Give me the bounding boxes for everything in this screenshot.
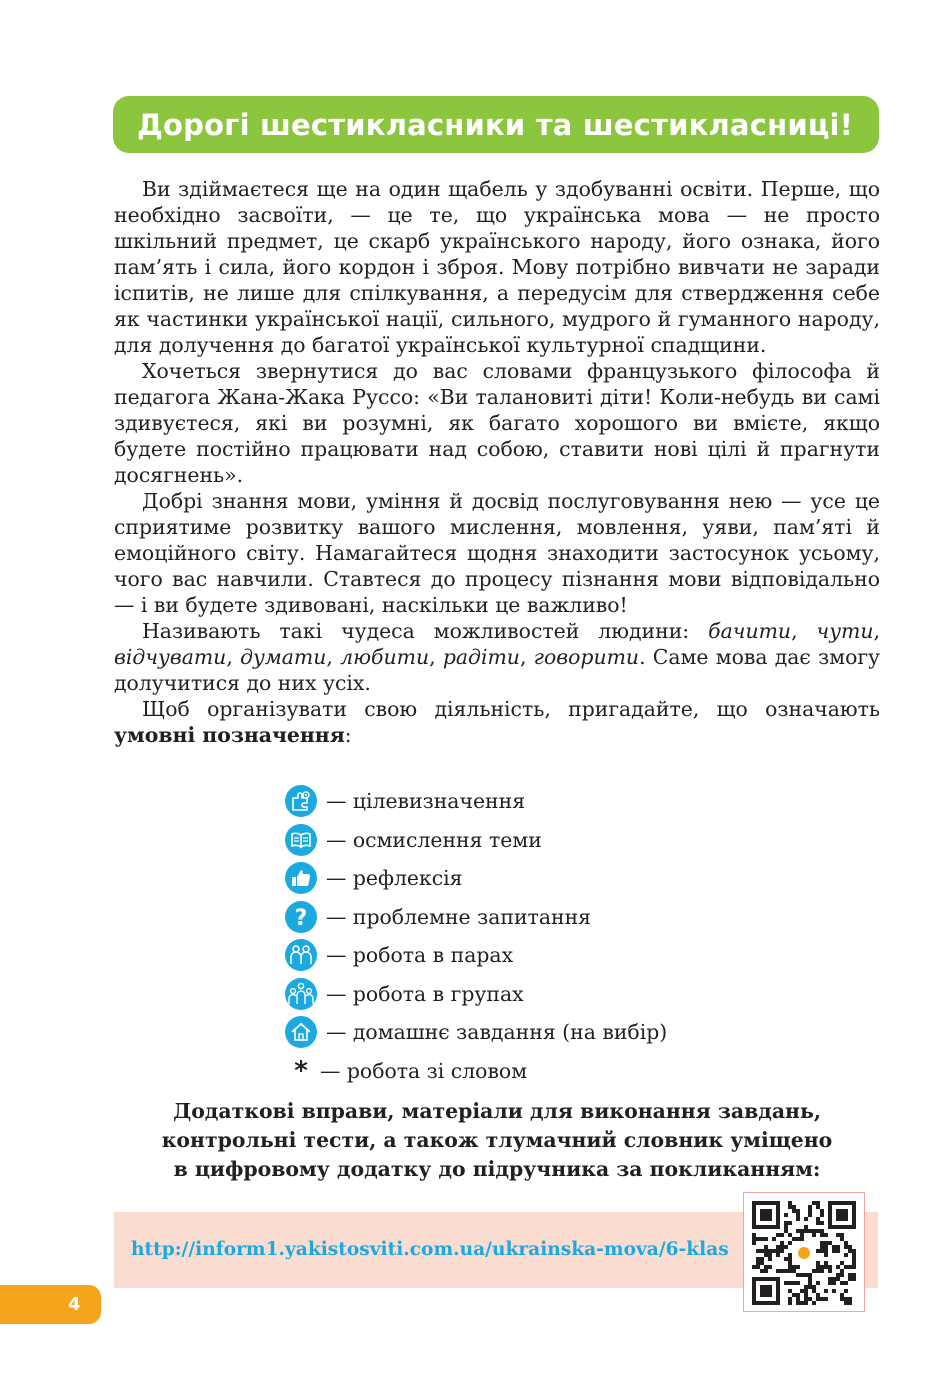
target-puzzle-icon xyxy=(285,785,317,817)
legend-label: — домашнє завдання (на вибір) xyxy=(326,1020,668,1045)
digital-supplement-notice xyxy=(114,1097,880,1184)
question-icon xyxy=(285,901,317,933)
supplement-link[interactable]: http://inform1.yakistosviti.com.ua/ukrainska-mova/6-klas xyxy=(131,1239,729,1260)
intro-text xyxy=(114,176,880,748)
separator: , xyxy=(326,645,341,669)
legend-item-homework xyxy=(285,1013,785,1052)
separator: , xyxy=(519,645,534,669)
paragraph-1: Ви здіймаєтеся ще на один щабель у здобуванні освіти. Перше, що необхідно засвоїти, — це те, що українська мова — не просто шкільний предмет, це скарб українського народу, його ознака, його пам’ять і сила, його кордон і зброя. Мову потрібно вивчати не заради іспитів, не лише для спілкування, а передусім для ствердження себе як частинки української нації, сильного, мудрого й гуманного народу, для долучення до багатої української культурної спадщини. xyxy=(114,177,880,357)
legend-item-understanding xyxy=(285,821,785,860)
paragraph-4 xyxy=(114,618,880,696)
title-banner xyxy=(113,96,879,153)
word-hovoryty: говорити xyxy=(533,645,640,669)
p5-lead: Щоб організувати свою діяльність, пригадайте, що означають xyxy=(142,697,880,721)
legend-label: — осмислення теми xyxy=(326,827,542,852)
svg-text:?: ? xyxy=(294,905,308,928)
qr-code-icon xyxy=(752,1201,856,1305)
qr-code[interactable] xyxy=(743,1192,865,1312)
notice-line: контрольні тести, а також тлумачний словник уміщено xyxy=(161,1128,833,1152)
legend-label: — проблемне запитання xyxy=(326,904,592,929)
page-title: Дорогі шестикласники та шестикласниці! xyxy=(137,107,854,142)
paragraph-3: Добрі знання мови, уміння й досвід послуговування нею — усе це сприятиме розвитку вашого мислення, мовлення, уяви, пам’яті й емоційного світу. Намагайтеся щодня знаходити застосунок усьому, чого вас навчили. Ставтеся до процесу пізнання мови відповідально — і ви будете здивовані, наскільки це важливо! xyxy=(114,489,880,617)
legend-heading: умовні позначення xyxy=(114,723,345,747)
legend-item-reflection xyxy=(285,859,785,898)
legend-label: — рефлексія xyxy=(326,866,463,891)
legend-label: — робота зі словом xyxy=(320,1058,528,1083)
word-vidchuvaty: відчувати xyxy=(114,645,227,669)
pair-work-icon xyxy=(285,939,317,971)
page-number: 4 xyxy=(68,1294,81,1315)
paragraph-2: Хочеться звернутися до вас словами французького філософа й педагога Жана-Жака Руссо: «Ви талановиті діти! Коли-небудь ви самі здивуєтеся, які ви розумні, як багато хорошого ви вмієте, якщо будете постійно працювати над собою, ставити нові цілі й прагнути досягнень». xyxy=(114,359,880,487)
separator: , xyxy=(429,645,443,669)
p4-lead: Називають такі чудеса можливостей людини: xyxy=(142,619,709,643)
notice-line: в цифровому додатку до підручника за покликанням: xyxy=(173,1157,821,1181)
separator: , xyxy=(791,619,817,643)
word-lyubyty: любити xyxy=(340,645,430,669)
paragraph-5 xyxy=(114,696,880,748)
legend-label: — робота в парах xyxy=(326,943,514,968)
legend-item-word-work xyxy=(285,1052,785,1091)
symbol-legend xyxy=(285,782,785,1090)
separator: , xyxy=(873,619,880,643)
legend-item-groups xyxy=(285,975,785,1014)
book-icon xyxy=(285,824,317,856)
word-dumaty: думати xyxy=(240,645,327,669)
home-icon xyxy=(285,1016,317,1048)
p4-tail: . Саме мова дає змогу долучитися до них усіх. xyxy=(114,645,881,695)
word-bachyty: бачити xyxy=(708,619,792,643)
page-number-tab xyxy=(0,1285,101,1324)
word-radity: радіти xyxy=(442,645,520,669)
thumbs-up-icon xyxy=(285,862,317,894)
separator: , xyxy=(226,645,241,669)
notice-line: Додаткові вправи, матеріали для виконання завдань, xyxy=(173,1099,821,1123)
legend-item-question xyxy=(285,898,785,937)
p5-tail: : xyxy=(344,723,352,747)
group-work-icon xyxy=(285,978,317,1010)
word-chuty: чути xyxy=(816,619,874,643)
legend-item-pairs xyxy=(285,936,785,975)
legend-label: — цілевизначення xyxy=(326,789,526,814)
legend-label: — робота в групах xyxy=(326,981,524,1006)
asterisk-icon: * xyxy=(294,1055,308,1086)
legend-item-goal xyxy=(285,782,785,821)
